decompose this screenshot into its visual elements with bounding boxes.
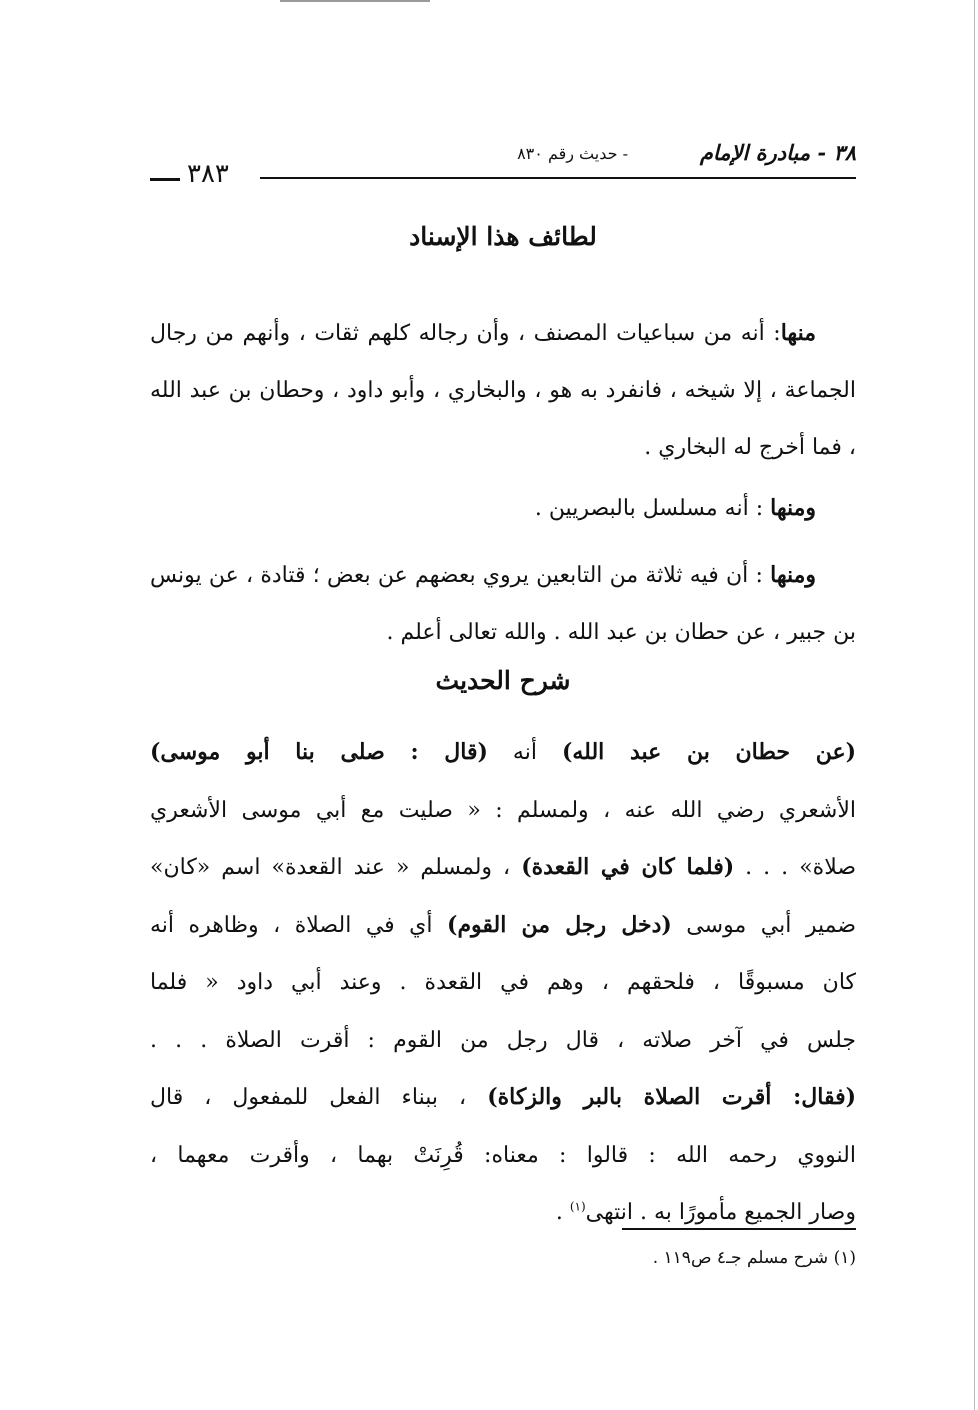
- paragraph-lead: منها: [780, 320, 816, 346]
- quoted-text: (دخل رجل من القوم): [447, 911, 672, 938]
- running-header: [150, 140, 856, 188]
- line-text: النووي رحمه الله : قالوا : معناه: قُرِنَتْ بهما ، وأقرت معهما ،: [150, 1142, 856, 1168]
- commentary-line: [150, 1127, 856, 1185]
- page-number: ٣٨٣: [187, 159, 229, 189]
- commentary-body: [150, 724, 856, 1242]
- footnote: (١) شرح مسلم جـ٤ ص١١٩ .: [652, 1248, 856, 1268]
- chapter-title: ٣٨ - مبادرة الإمام: [699, 140, 856, 165]
- section-title-isnad: لطائف هذا الإسناد: [409, 222, 597, 251]
- hadith-number: - حديث رقم ٨٣٠: [517, 144, 628, 163]
- paragraph-isnad-3: [150, 547, 856, 661]
- line-text: أنه: [487, 740, 562, 765]
- scan-edge-line: [974, 0, 975, 1410]
- commentary-line: [150, 897, 856, 955]
- line-text: ضمير أبي موسى: [671, 912, 856, 938]
- footnote-rule: [622, 1228, 856, 1230]
- commentary-line: [150, 1069, 856, 1127]
- header-rule: [260, 177, 856, 179]
- scan-top-mark: [280, 0, 430, 6]
- line-text: ، ببناء الفعل للمفعول ، قال: [150, 1085, 488, 1110]
- paragraph-lead: ومنها: [770, 562, 816, 588]
- commentary-line: [150, 954, 856, 1012]
- page-number-dash: [150, 178, 180, 181]
- line-text: كان مسبوقًا ، فلحقهم ، وهم في القعدة . وعند أبي داود « فلما: [150, 970, 856, 995]
- footnote-marker: (١): [569, 1199, 586, 1214]
- quoted-text: (قال : صلى بنا أبو موسى): [150, 739, 488, 765]
- quoted-text: (فقال: أقرت الصلاة بالبر والزكاة): [487, 1084, 856, 1110]
- line-text: صلاة» . . .: [734, 855, 856, 880]
- paragraph-text: : أن فيه ثلاثة من التابعين يروي بعضهم عن بعض ؛ قتادة ، عن يونس بن جبير ، عن حطان بن عبد الله . والله تعالى أعلم .: [150, 563, 856, 645]
- commentary-line: [150, 1184, 856, 1242]
- commentary-line: [150, 724, 856, 782]
- line-text: أي في الصلاة ، وظاهره أنه: [150, 912, 448, 938]
- quoted-text: (عن حطان بن عبد الله): [561, 739, 856, 765]
- paragraph-text: : أنه مسلسل بالبصريين .: [534, 496, 771, 521]
- quoted-text: (فلما كان في القعدة): [521, 854, 735, 880]
- paragraph-isnad-1: [150, 305, 856, 476]
- paragraph-isnad-2: [150, 480, 856, 537]
- line-text: الأشعري رضي الله عنه ، ولمسلم : « صليت مع أبي موسى الأشعري: [150, 797, 856, 823]
- commentary-line: [150, 782, 856, 840]
- line-text: وصار الجميع مأمورًا به . انتهى: [585, 1200, 856, 1225]
- commentary-line: [150, 839, 856, 897]
- section-title-commentary: شرح الحديث: [435, 666, 571, 695]
- line-text: .: [555, 1200, 570, 1225]
- paragraph-lead: ومنها: [770, 495, 816, 521]
- paragraph-text: : أنه من سباعيات المصنف ، وأن رجاله كلهم ثقات ، وأنهم من رجال الجماعة ، إلا شيخه ، فانفرد به هو ، والبخاري ، وأبو داود ، وحطان بن عبد الله ، فما أخرج له البخاري .: [150, 321, 856, 460]
- commentary-line: [150, 1012, 856, 1070]
- line-text: جلس في آخر صلاته ، قال رجل من القوم : أقرت الصلاة . . .: [150, 1027, 856, 1053]
- line-text: ، ولمسلم « عند القعدة» اسم «كان»: [150, 855, 522, 880]
